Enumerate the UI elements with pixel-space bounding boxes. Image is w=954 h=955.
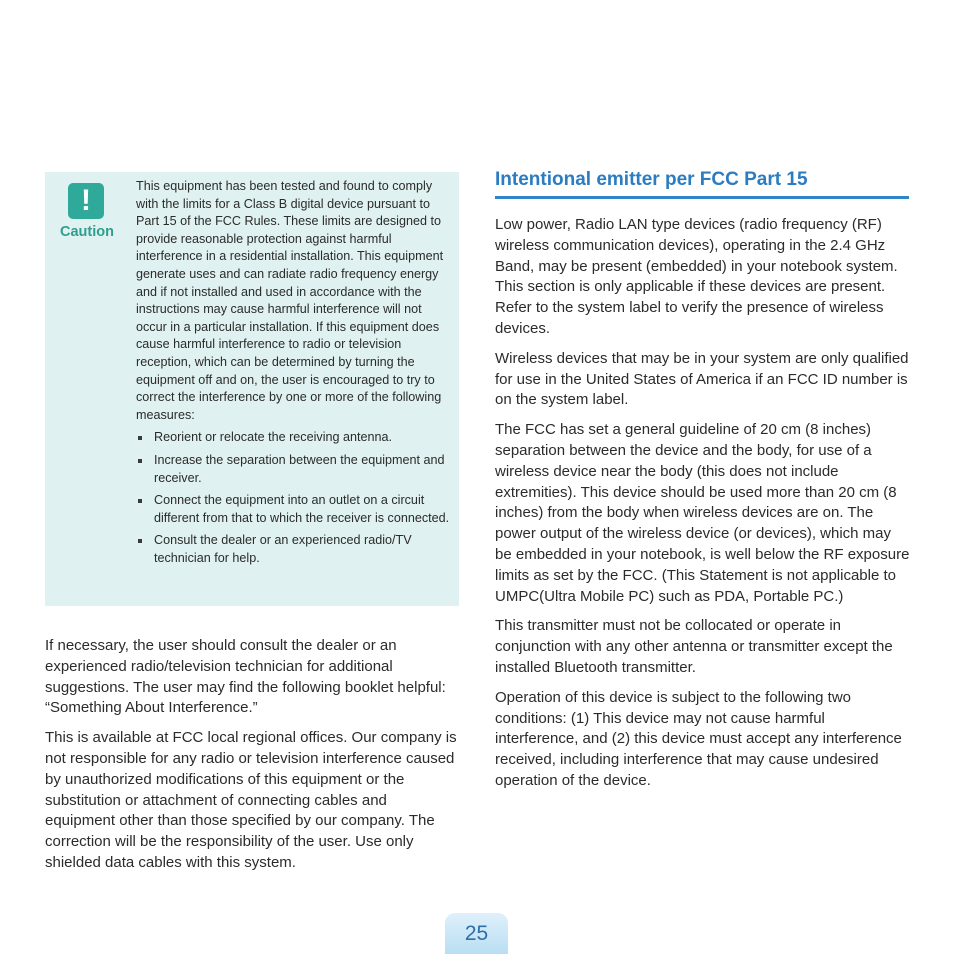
square-bullet-icon — [138, 459, 142, 463]
caution-label: Caution — [60, 224, 114, 240]
square-bullet-icon — [138, 499, 142, 503]
body-paragraph: Low power, Radio LAN type devices (radio frequency (RF) wireless communication devices), operating in the 2.4 GHz Band, may be present (embedded) in your notebook system. This section is only applicable if these devices are present. Refer to the system label to verify the presence of wireless devices. — [495, 216, 898, 337]
caution-text — [136, 178, 450, 572]
exclamation-icon: ! — [68, 183, 104, 219]
list-item — [136, 532, 450, 567]
square-bullet-icon — [138, 436, 142, 440]
body-paragraph: This is available at FCC local regional offices. Our company is not responsible for any radio or television interference caused by unauthorized modifications of this equipment or the substitution or attachment of connecting cables and equipment other than those specified by our company. The correction will be the responsibility of the user. Use only shielded data cables with this system. — [45, 729, 457, 871]
list-item — [136, 492, 450, 527]
list-item-text: Consult the dealer or an experienced radio/TV technician for help. — [154, 533, 412, 565]
body-paragraph: If necessary, the user should consult the dealer or an experienced radio/television technician for additional suggestions. The user may find the following booklet helpful: “Something About Interference.” — [45, 637, 446, 717]
caution-paragraph: This equipment has been tested and found to comply with the limits for a Class B digital device pursuant to Part 15 of the FCC Rules. These limits are designed to provide reasonable protection against harmful interference in a residential installation. This equipment generate uses and can radiate radio frequency energy and if not installed and used in accordance with the instructions may cause harmful interference will not occur in a particular installation. If this equipment does cause harmful interference to radio or television reception, which can be determined by turning the equipment off and on, the user is encouraged to try to correct the interference by one or more of the following measures: — [136, 179, 444, 422]
body-paragraph: This transmitter must not be collocated or operate in conjunction with any other antenna or transmitter except the installed Bluetooth transmitter. — [495, 617, 893, 676]
list-item-text: Reorient or relocate the receiving antenna. — [154, 430, 393, 445]
body-paragraph: Operation of this device is subject to the following two conditions: (1) This device may not cause harmful interference, and (2) this device must accept any interference received, including interference that may cause undesired operation of the device. — [495, 688, 902, 789]
list-item — [136, 429, 450, 447]
list-item-text: Increase the separation between the equipment and receiver. — [154, 452, 445, 485]
page-number: 25 — [445, 913, 508, 954]
caution-bullet-list — [136, 429, 450, 567]
section-title: Intentional emitter per FCC Part 15 — [495, 169, 909, 199]
left-column-body — [45, 636, 457, 883]
right-column-body — [495, 215, 911, 801]
square-bullet-icon — [138, 539, 142, 543]
list-item-text: Connect the equipment into an outlet on a circuit different from that to which the receiver is connected. — [154, 493, 450, 525]
body-paragraph: The FCC has set a general guideline of 20 cm (8 inches) separation between the device and the body, for use of a wireless device near the body (this does not include extremities). This device should be used more than 20 cm (8 inches) from the body when wireless devices are on. The power output of the wireless device (or devices), which may be embedded in your notebook, is well below the RF exposure limits as set by the FCC. (This Statement is not applicable to UMPC(Ultra Mobile PC) such as PDA, Portable PC.) — [495, 421, 910, 605]
list-item — [136, 452, 450, 487]
body-paragraph: Wireless devices that may be in your system are only qualified for use in the United States of America if an FCC ID number is on the system label. — [495, 349, 909, 409]
